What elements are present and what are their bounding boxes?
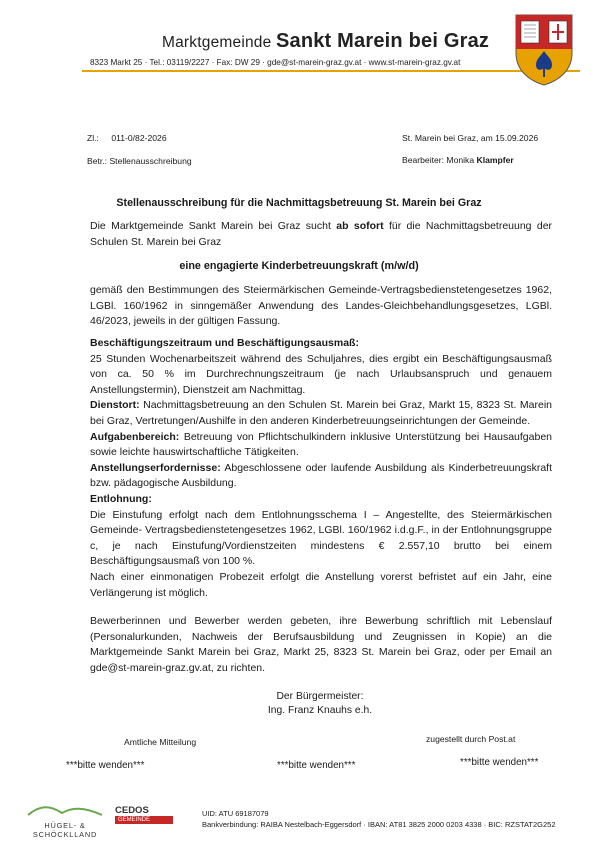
file-number [87, 133, 167, 143]
turn-page-left: ***bitte wenden*** [66, 760, 145, 771]
region-logo-line2: SCHÖCKLLAND [32, 829, 98, 839]
bank-details: Bankverbindung: RAIBA Nestelbach-Eggersdorf · IBAN: AT81 3825 2000 0203 4338 · BIC: RZSTAT2G252 [202, 820, 556, 829]
document-title: Stellenausschreibung für die Nachmittagsbetreuung St. Marein bei Graz [116, 197, 482, 209]
position-title: eine engagierte Kinderbetreuungskraft (m/w/d) [179, 260, 419, 272]
signature-name: Ing. Franz Knauhs e.h. [267, 705, 373, 716]
section-salary-text: Die Einstufung erfolgt nach dem Entlohnungsschema I – Angestellte, des Steiermärkischen Gemeinde- Vertragsbedienstetengesetzes 1962, LGBl. 160/1962 i.d.g.F., in der Entlohnungsgruppe c, je nach Einstufung/Vordienstzeiten mindestens € 2.557,10 brutto bei einem Beschäftigungsausmaß von 100 %. [90, 508, 552, 568]
intro-text-1: Die Marktgemeinde Sankt Marein bei Graz sucht [90, 220, 331, 232]
region-logo-line1: HÜGEL- & [44, 821, 86, 830]
section-requirements-heading: Anstellungserfordernisse: [90, 461, 221, 474]
contact-line: 8323 Markt 25 · Tel.: 03119/2227 · Fax: DW 29 · gde@st-marein-graz.gv.at · www.st-marein-graz.gv.at [90, 58, 461, 67]
section-salary-heading: Entlohnung: [90, 492, 152, 505]
hills-icon [26, 803, 104, 817]
section-location-heading: Dienstort: [90, 399, 140, 412]
section-tasks-heading: Aufgabenbereich: [90, 430, 180, 443]
subject: Betr.: Stellenausschreibung [87, 156, 192, 166]
cedos-logo [115, 805, 181, 833]
section-period-text: 25 Stunden Wochenarbeitszeit während des Schuljahres, dies ergibt ein Beschäftigungsausmaß von ca. 50 % im Durchrechnungszeitraum (je nach Urlaubsanspruch und genauem Anstellungstermin), Dienstzeit am Nachmittag. [90, 352, 552, 396]
intro-bold: ab sofort [336, 220, 384, 232]
municipality-name: Sankt Marein bei Graz [275, 30, 490, 52]
legal-text: gemäß den Bestimmungen des Steiermärkischen Gemeinde-Vertragsbedienstetengesetzes 1962, LGBl. 160/1962 in sinngemäßer Anwendung des Landes-Gleichbehandlungsgesetzes, LGBl. 46/2023, jeweils in der gültigen Fassung. [90, 284, 552, 328]
coat-of-arms-icon [514, 13, 574, 87]
section-requirements-text: Abgeschlossene oder laufende Ausbildung als Kinderbetreuungskraft bzw. pädagogische Ausbildung. [90, 461, 552, 490]
uid-number: UID: ATU 69187079 [202, 809, 269, 818]
editor [402, 155, 514, 165]
details-section [90, 336, 552, 601]
section-period-heading: Beschäftigungszeitraum und Beschäftigungsausmaß: [90, 337, 359, 349]
turn-page-center: ***bitte wenden*** [277, 760, 356, 771]
signature-block [220, 690, 420, 718]
legal-paragraph [90, 283, 552, 330]
municipality-title [162, 30, 489, 53]
section-tasks-text: Betreuung von Pflichtschulkindern inklusive Unterstützung bei Hausaufgaben sowie leichte hauswirtschaftliche Tätigkeiten. [90, 430, 553, 459]
application-paragraph [90, 614, 552, 676]
place-date: St. Marein bei Graz, am 15.09.2026 [402, 133, 539, 143]
file-number-label: Zl.: [87, 133, 99, 143]
intro-text-2: für die Nachmittagsbetreuung der Schulen St. Marein bei Graz [90, 220, 553, 248]
municipality-prefix: Marktgemeinde [162, 34, 272, 51]
signature-role: Der Bürgermeister: [276, 691, 364, 702]
application-text: Bewerberinnen und Bewerber werden gebeten, ihre Bewerbung schriftlich mit Lebenslauf (Personalurkunden, Nachweis der Berufsausbildung und Zeugnissen in Kopie) an die Marktgemeinde Sankt Marein bei Graz, Markt 25, 8323 St. Marein bei Graz, oder per Email an gde@st-marein-graz.gv.at, zu richten. [90, 615, 552, 674]
editor-name: Klampfer [476, 155, 514, 165]
editor-label: Bearbeiter: Monika [402, 155, 475, 165]
region-logo [26, 803, 104, 837]
turn-page-right: ***bitte wenden*** [460, 757, 539, 768]
section-probation-text: Nach einer einmonatigen Probezeit erfolgt die Anstellung vorerst befristet auf ein Jahr, eine Verlängerung ist möglich. [90, 570, 552, 599]
section-location-text: Nachmittagsbetreuung an den Schulen St. Marein bei Graz, Markt 15, 8323 St. Marein bei Graz, Vertretungen/Aushilfe in den anderen Kinderbetreuungseinrichtungen der Gemeinde. [90, 399, 552, 427]
official-notice: Amtliche Mitteilung [124, 737, 197, 747]
intro-paragraph [90, 219, 552, 250]
cedos-logo-name: CEDOS [115, 805, 149, 816]
postal-notice: zugestellt durch Post.at [426, 734, 516, 744]
file-number-value: 011-0/82-2026 [111, 133, 167, 143]
cedos-logo-sub: GEMEINDE [115, 816, 173, 824]
header-divider [82, 70, 580, 72]
